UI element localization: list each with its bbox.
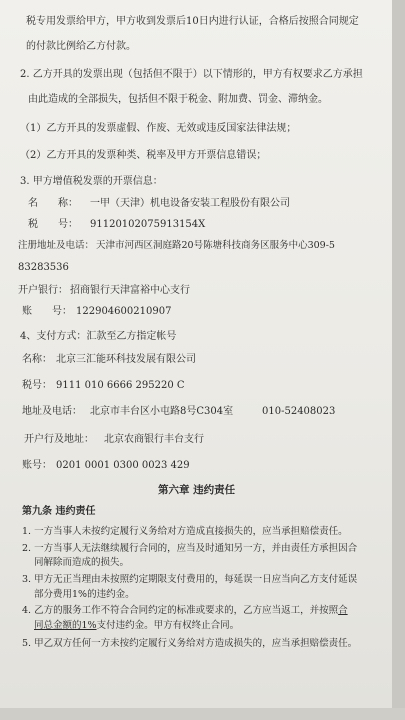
underlined-text: 合 [338,605,348,616]
field-value: 0201 0001 0300 0023 429 [56,460,190,471]
field-label: 开户行及地址： [24,434,94,445]
background-surface [0,708,405,720]
field-label: 税号： [22,380,52,391]
text-line: （1）乙方开具的发票虚假、作废、无效或违反国家法律法规； [20,123,297,134]
field-value: 北京市丰台区小屯路8号C304室 [90,406,234,417]
clause-line: 2. 一方当事人无法继续履行合同的，应当及时通知另一方，并由责任方承担因合 [22,543,358,554]
field-value: 010-52408023 [262,406,336,417]
field-value: 9111 010 6666 295220 C [56,380,185,391]
field-value: 83283536 [18,262,69,273]
field-label: 账号： [22,460,52,471]
text-line: 3. 甲方增值税发票的开票信息： [20,176,163,187]
field-value: 北京农商银行丰台支行 [104,434,204,445]
text-line: 由此造成的全部损失，包括但不限于税金、附加费、罚金、滞纳金。 [28,94,328,105]
text-line: 的付款比例给乙方付款。 [26,41,136,52]
field-label: 地址及电话： [22,406,82,417]
clause-line [22,605,348,617]
page-edge-shadow [392,0,405,720]
field-value: 91120102075913154X [90,219,206,230]
field-value: 北京三汇能环科技发展有限公司 [56,354,196,365]
clause-text: 支付违约金。甲方有权终止合同。 [96,620,240,631]
text-line: （2）乙方开具的发票种类、税率及甲方开票信息错误； [20,150,267,161]
field-label: 开户银行： [18,285,68,296]
field-label: 名 称： [28,198,78,209]
chapter-heading: 第六章 违约责任 [158,484,236,496]
field-value: 一甲（天津）机电设备安装工程股份有限公司 [90,198,290,209]
field-label: 注册地址及电话： [18,240,95,251]
field-value: 122904600210907 [76,306,172,317]
text-line: 2. 乙方开具的发票出现（包括但不限于）以下情形的，甲方有权要求乙方承担 [20,69,363,80]
underlined-text: 同总金额的1% [34,620,97,631]
clause-text: 4. 乙方的服务工作不符合合同约定的标准或要求的，乙方应当返工，并按照 [22,605,339,616]
text-line: 4、支付方式：汇款至乙方指定帐号 [20,331,177,342]
field-value: 天津市河西区洞庭路20号陈塘科技商务区服务中心309-5 [96,240,335,251]
clause-line: 1. 一方当事人未按约定履行义务给对方造成直接损失的，应当承担赔偿责任。 [22,526,348,537]
clause-line [34,620,239,632]
article-heading: 第九条 违约责任 [22,506,96,517]
clause-line: 部分费用1%的违约金。 [34,589,135,600]
clause-line: 5. 甲乙双方任何一方未按约定履行义务给对方造成损失的，应当承担赔偿责任。 [22,638,358,649]
field-value: 招商银行天津富裕中心支行 [70,285,190,296]
field-label: 税 号： [28,219,78,230]
text-line: 税专用发票给甲方，甲方收到发票后10日内进行认证，合格后按照合同规定 [26,16,359,27]
field-label: 账 号： [22,306,72,317]
clause-line: 同解除而造成的损失。 [34,557,130,568]
clause-line: 3. 甲方无正当理由未按照约定期限支付费用的，每延误一日应当向乙方支付延误 [22,574,358,585]
field-label: 名称： [22,354,52,365]
